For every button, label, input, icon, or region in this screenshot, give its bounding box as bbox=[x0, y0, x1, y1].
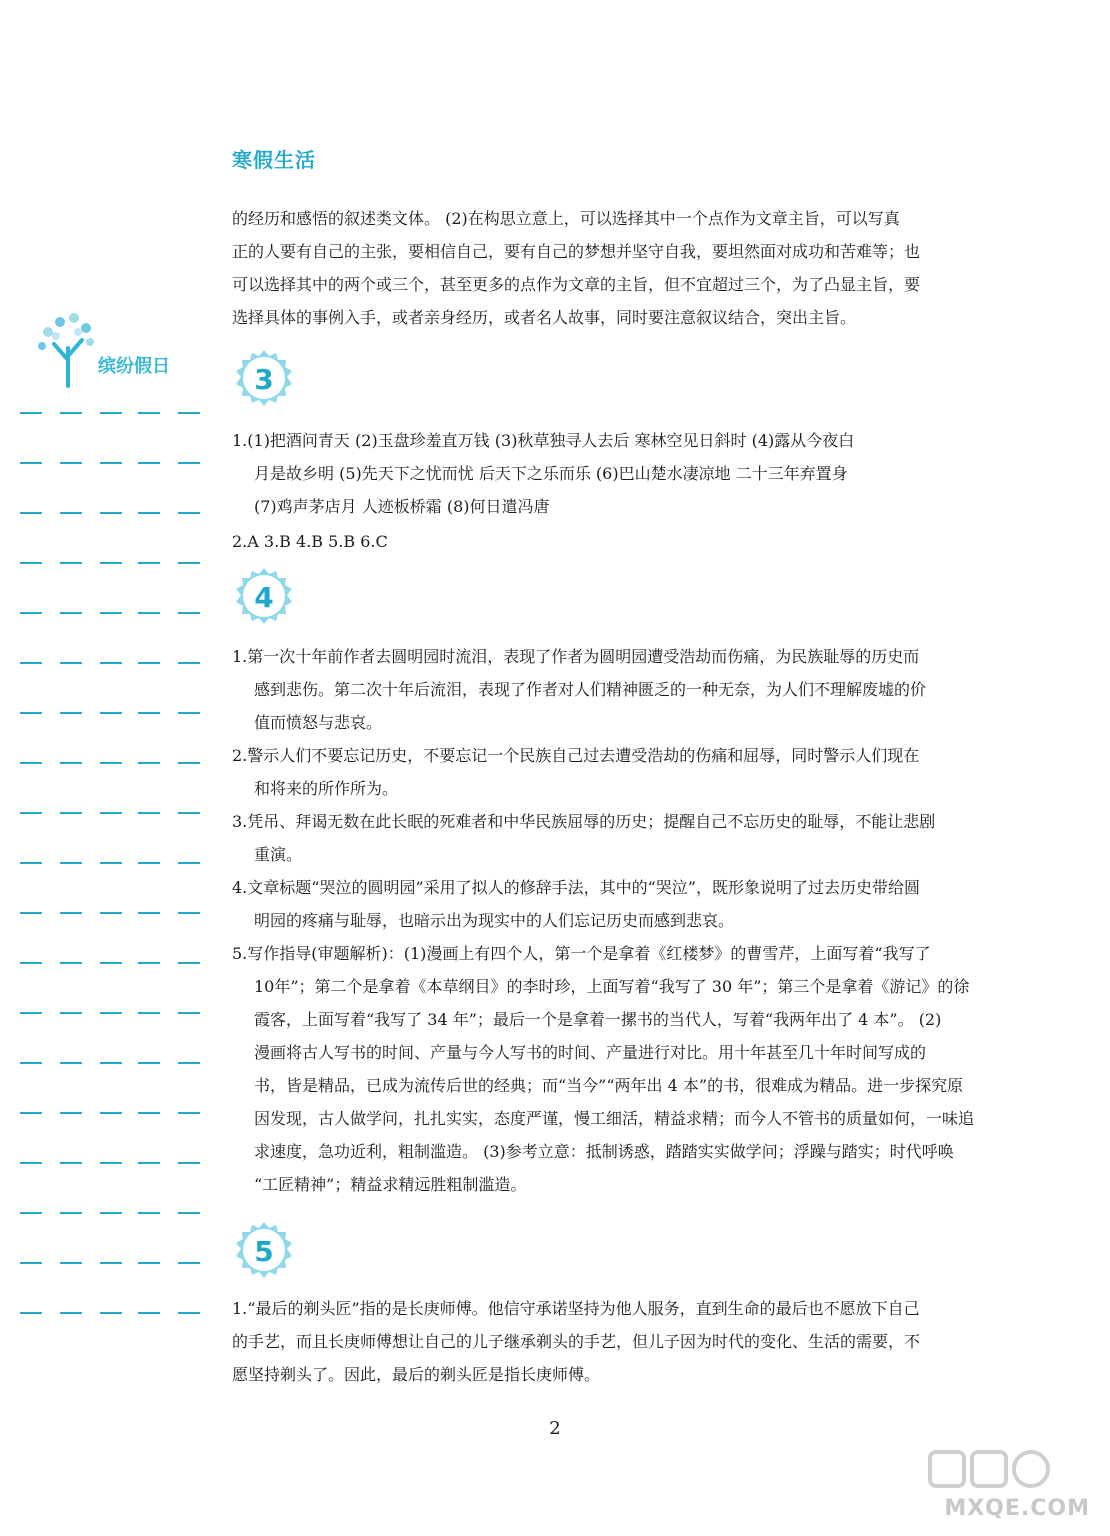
watermark-text: MXQE.COM bbox=[944, 1496, 1090, 1521]
running-header: 寒假生活 bbox=[232, 148, 316, 172]
section-5-content bbox=[232, 1292, 1032, 1391]
sidebar-logo bbox=[28, 308, 218, 388]
text-line: 明园的疼痛与耻辱，也暗示出为现实中的人们忘记历史而感到悲哀。 bbox=[254, 911, 735, 930]
section-badge-4 bbox=[232, 566, 296, 630]
text-line: 2.警示人们不要忘记历史，不要忘记一个民族自己过去遭受浩劫的伤痛和屈辱，同时警示人们现在 bbox=[232, 746, 920, 765]
text-line: 霞客，上面写着“我写了 34 年”；最后一个是拿着一摞书的当代人，写着“我两年出了 4 本”。 (2) bbox=[254, 1010, 942, 1029]
text-line: 1.“最后的剃头匠”指的是长庚师傅。他信守承诺坚持为他人服务，直到生命的最后也不愿放下自己 bbox=[232, 1299, 920, 1318]
watermark bbox=[900, 1448, 1090, 1528]
list-item bbox=[232, 424, 1032, 523]
text-line: 求速度，急功近利，粗制滥造。 (3)参考立意：抵制诱惑，踏踏实实做学问；浮躁与踏实；时代呼唤 bbox=[254, 1142, 954, 1161]
text-line: 漫画将古人写书的时间、产量与今人写书的时间、产量进行对比。用十年甚至几十年时间写成的 bbox=[254, 1043, 927, 1062]
text-line: 的手艺，而且长庚师傅想让自己的儿子继承剃头的手艺，但儿子因为时代的变化、生活的需要，不 bbox=[232, 1332, 921, 1351]
list-item bbox=[232, 739, 1032, 805]
text-line: 重演。 bbox=[254, 845, 303, 864]
sidebar-logo-text: 缤纷假日 bbox=[98, 356, 170, 377]
list-item bbox=[232, 871, 1032, 937]
text-line: 4.文章标题“哭泣的圆明园”采用了拟人的修辞手法，其中的“哭泣”，既形象说明了过去历史带给圆 bbox=[232, 878, 920, 897]
text-line: 因发现，古人做学问，扎扎实实，态度严谨，慢工细活，精益求精；而今人不管书的质量如何，一味追 bbox=[254, 1109, 975, 1128]
text-line: 1.第一次十年前作者去圆明园时流泪，表现了作者为圆明园遭受浩劫而伤痛，为民族耻辱的历史而 bbox=[232, 647, 920, 666]
text-line: 正的人要有自己的主张，要相信自己，要有自己的梦想并坚守自我，要坦然面对成功和苦难等；也 bbox=[232, 242, 921, 261]
section-number: 3 bbox=[254, 363, 274, 396]
list-item bbox=[232, 1292, 1032, 1391]
text-line: (7)鸡声茅店月 人迹板桥霜 (8)何日遣冯唐 bbox=[254, 497, 550, 516]
text-line: 3.凭吊、拜谒无数在此长眠的死难者和中华民族屈辱的历史；提醒自己不忘历史的耻辱，不能让悲剧 bbox=[232, 812, 936, 831]
text-line: 可以选择其中的两个或三个，甚至更多的点作为文章的主旨，但不宜超过三个，为了凸显主旨，要 bbox=[232, 275, 921, 294]
text-line: 2.A 3.B 4.B 5.B 6.C bbox=[232, 532, 388, 551]
watermark-logo-icon bbox=[900, 1448, 1080, 1492]
text-line: 愿坚持剃头了。因此，最后的剃头匠是指长庚师傅。 bbox=[232, 1365, 601, 1384]
section-number: 5 bbox=[254, 1235, 274, 1268]
text-line: 5.写作指导(审题解析)：(1)漫画上有四个人，第一个是拿着《红楼梦》的曹雪芹，上面写着“我写了 bbox=[232, 944, 931, 963]
text-line: 月是故乡明 (5)先天下之忧而忧 后天下之乐而乐 (6)巴山楚水凄凉地 二十三年弃置身 bbox=[254, 464, 848, 483]
section-4-content bbox=[232, 640, 1032, 1201]
text-line: 选择具体的事例入手，或者亲身经历，或者名人故事，同时要注意叙议结合，突出主旨。 bbox=[232, 308, 857, 327]
text-line: 1.(1)把酒问青天 (2)玉盘珍羞直万钱 (3)秋草独寻人去后 寒林空见日斜时 (4)露从今夜白 bbox=[232, 431, 855, 450]
list-item bbox=[232, 525, 1032, 558]
section-number: 4 bbox=[254, 581, 274, 614]
section-3-content bbox=[232, 424, 1032, 558]
text-line: 和将来的所作所为。 bbox=[254, 779, 399, 798]
text-line: 10年”；第二个是拿着《本草纲目》的李时珍，上面写着“我写了 30 年”；第三个是拿着《游记》的徐 bbox=[254, 977, 970, 996]
tree-icon bbox=[28, 308, 108, 388]
text-line: 值而愤怒与悲哀。 bbox=[254, 713, 383, 732]
intro-paragraph bbox=[232, 202, 1032, 334]
text-line: “工匠精神”；精益求精远胜粗制滥造。 bbox=[254, 1175, 527, 1194]
section-badge-3 bbox=[232, 348, 296, 412]
text-line: 感到悲伤。第二次十年后流泪，表现了作者对人们精神匮乏的一种无奈，为人们不理解废墟的价 bbox=[254, 680, 927, 699]
list-item bbox=[232, 937, 1032, 1201]
text-line: 书，皆是精品，已成为流传后世的经典；而“当今”“两年出 4 本”的书，很难成为精品。进一步探究原 bbox=[254, 1076, 964, 1095]
list-item bbox=[232, 805, 1032, 871]
list-item bbox=[232, 640, 1032, 739]
text-line: 的经历和感悟的叙述类文体。 (2)在构思立意上，可以选择其中一个点作为文章主旨，可以写真 bbox=[232, 209, 900, 228]
section-badge-5 bbox=[232, 1220, 296, 1284]
page-number: 2 bbox=[549, 1418, 561, 1439]
sidebar-note-lines bbox=[20, 400, 210, 1350]
